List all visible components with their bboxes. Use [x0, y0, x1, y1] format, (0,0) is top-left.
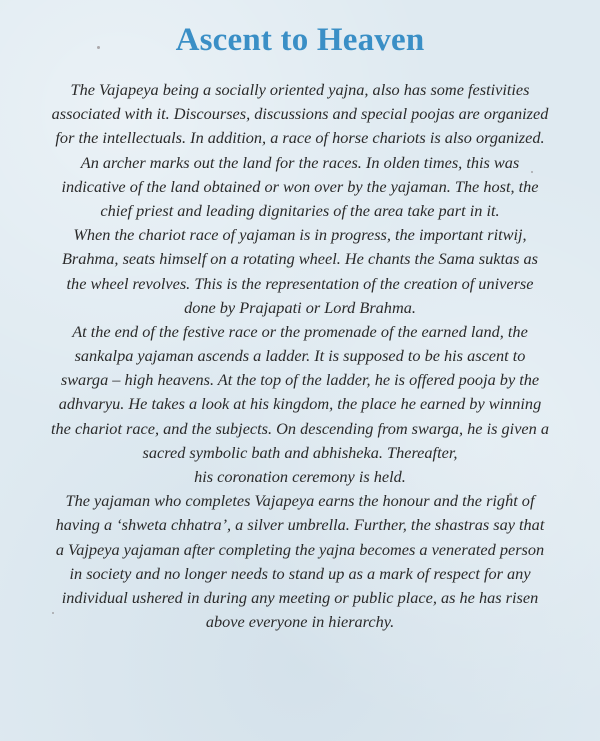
- text-line: his coronation ceremony is held.: [194, 467, 406, 486]
- text-line: Brahma, seats himself on a rotating wheel. He chants the Sama suktas as: [61, 249, 539, 269]
- text-line: sacred symbolic bath and abhisheka. Thereafter,: [142, 442, 458, 462]
- text-line: in society and no longer needs to stand up as a mark of respect for any: [69, 563, 531, 583]
- text-line: having a ‘shweta chhatra’, a silver umbrella. Further, the shastras say that: [55, 515, 545, 535]
- text-line: swarga – high heavens. At the top of the ladder, he is offered pooja by the: [60, 370, 540, 390]
- text-line: the chariot race, and the subjects. On descending from swarga, he is given a: [50, 418, 549, 438]
- text-line: At the end of the festive race or the promenade of the earned land, the: [72, 321, 528, 341]
- text-line: above everyone in hierarchy.: [205, 612, 395, 632]
- text-line: When the chariot race of yajaman is in progress, the important ritwij,: [73, 225, 527, 245]
- text-line: adhvaryu. He takes a look at his kingdom, the place he earned by winning: [58, 394, 542, 414]
- text-line: An archer marks out the land for the races. In olden times, this was: [80, 152, 520, 172]
- article-body: [20, 78, 580, 634]
- text-line: for the intellectuals. In addition, a race of horse chariots is also organized.: [55, 128, 545, 148]
- page-title: Ascent to Heaven: [175, 22, 425, 58]
- text-line: the wheel revolves. This is the representation of the creation of universe: [66, 273, 534, 293]
- text-line: a Vajpeya yajaman after completing the yajna becomes a venerated person: [55, 539, 545, 559]
- text-line: individual ushered in during any meeting or public place, as he has risen: [61, 587, 539, 607]
- text-line: done by Prajapati or Lord Brahma.: [184, 297, 416, 317]
- text-line: chief priest and leading dignitaries of the area take part in it.: [100, 200, 500, 220]
- text-line: indicative of the land obtained or won over by the yajaman. The host, the: [61, 176, 539, 196]
- text-line: The yajaman who completes Vajapeya earns the honour and the right of: [65, 491, 535, 511]
- text-line: associated with it. Discourses, discussions and special poojas are organized: [51, 104, 549, 124]
- text-line: The Vajapeya being a socially oriented yajna, also has some festivities: [70, 80, 530, 99]
- text-line: sankalpa yajaman ascends a ladder. It is supposed to be his ascent to: [74, 346, 526, 366]
